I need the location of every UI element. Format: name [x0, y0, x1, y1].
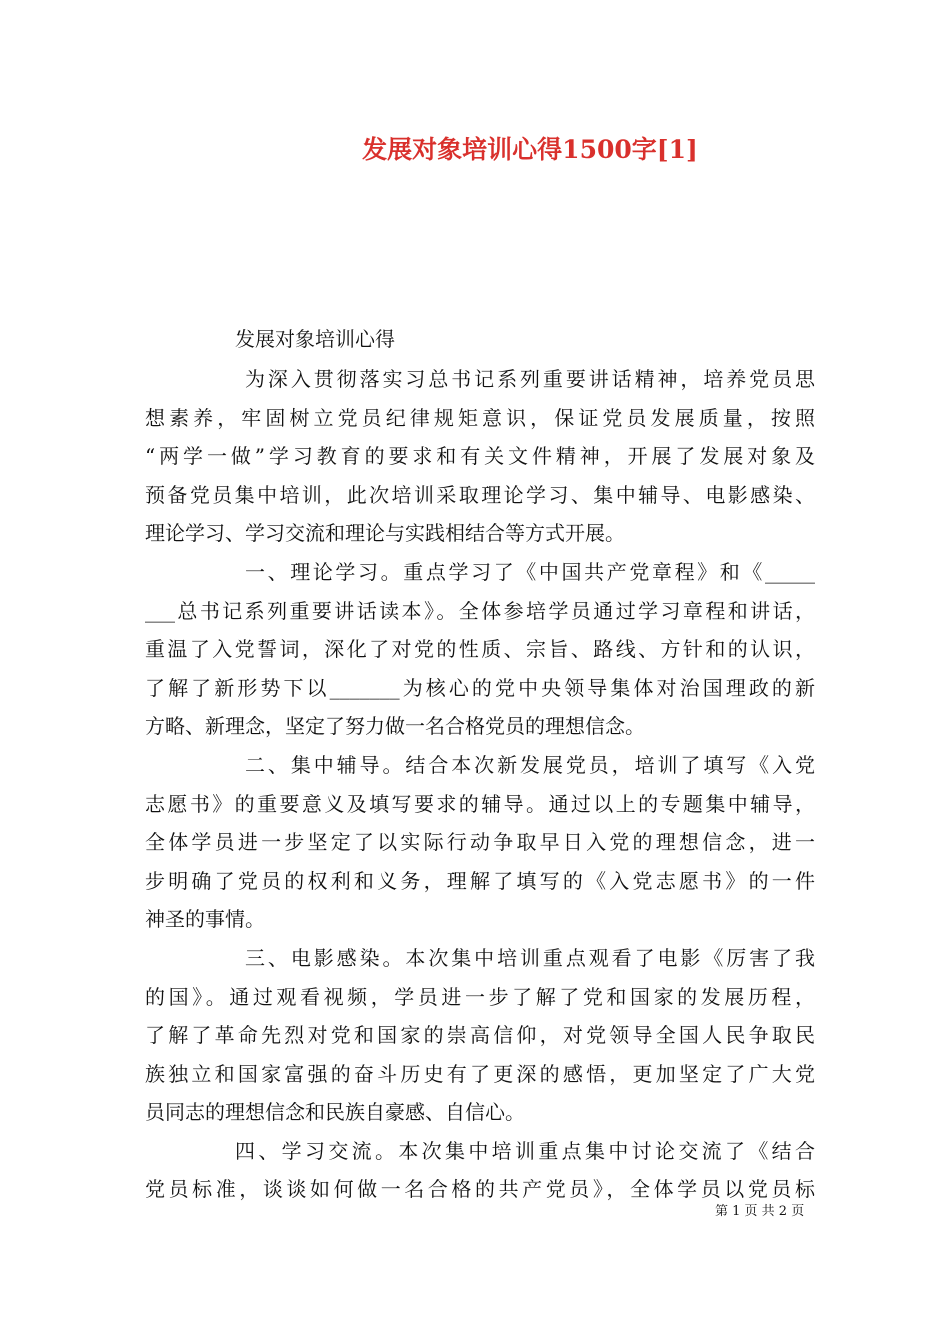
text-line: 方略、新理念，坚定了努力做一名合格党员的理想信念。: [145, 714, 645, 739]
text-line: 了解了革命先烈对党和国家的崇高信仰，对党领导全国人民争取民: [145, 1023, 815, 1048]
text-line: 三、电影感染。本次集中培训重点观看了电影《厉害了我: [245, 945, 815, 970]
text-line: 神圣的事情。: [145, 907, 265, 932]
document-title: 发展对象培训心得1500字[1]: [362, 135, 698, 164]
text-line: ___总书记系列重要讲话读本》。全体参培学员通过学习章程和讲话，: [145, 598, 815, 623]
text-line: 了解了新形势下以_______为核心的党中央领导集体对治国理政的新: [145, 675, 815, 700]
text-line: 一、理论学习。重点学习了《中国共产党章程》和《_____: [245, 559, 815, 584]
text-line: 为深入贯彻落实习总书记系列重要讲话精神，培养党员思: [245, 367, 815, 391]
text-line: 全体学员进一步坚定了以实际行动争取早日入党的理想信念，进一: [145, 830, 815, 855]
text-line: 想素养，牢固树立党员纪律规矩意识，保证党员发展质量，按照: [145, 405, 815, 430]
text-line: 族独立和国家富强的奋斗历史有了更深的感悟，更加坚定了广大党: [145, 1061, 815, 1086]
text-line: 党员标准，谈谈如何做一名合格的共产党员》，全体学员以党员标: [145, 1177, 815, 1202]
text-line: 步明确了党员的权利和义务，理解了填写的《入党志愿书》的一件: [145, 868, 815, 893]
text-line: 志愿书》的重要意义及填写要求的辅导。通过以上的专题集中辅导，: [145, 791, 815, 816]
text-line: 二、集中辅导。结合本次新发展党员，培训了填写《入党: [245, 752, 815, 777]
document-subtitle: 发展对象培训心得: [235, 327, 395, 351]
text-line: “两学一做”学习教育的要求和有关文件精神，开展了发展对象及: [145, 444, 815, 469]
text-line: 的国》。通过观看视频，学员进一步了解了党和国家的发展历程，: [145, 984, 815, 1009]
text-line: 理论学习、学习交流和理论与实践相结合等方式开展。: [145, 521, 625, 546]
text-line: 员同志的理想信念和民族自豪感、自信心。: [145, 1100, 525, 1125]
text-line: 重温了入党誓词，深化了对党的性质、宗旨、路线、方针和的认识，: [145, 637, 815, 662]
document-body: [145, 360, 815, 1209]
text-line: 四、学习交流。本次集中培训重点集中讨论交流了《结合: [235, 1138, 815, 1163]
page-number-footer: 第 1 页 共 2 页: [715, 1204, 805, 1219]
text-line: 预备党员集中培训，此次培训采取理论学习、集中辅导、电影感染、: [145, 482, 815, 507]
